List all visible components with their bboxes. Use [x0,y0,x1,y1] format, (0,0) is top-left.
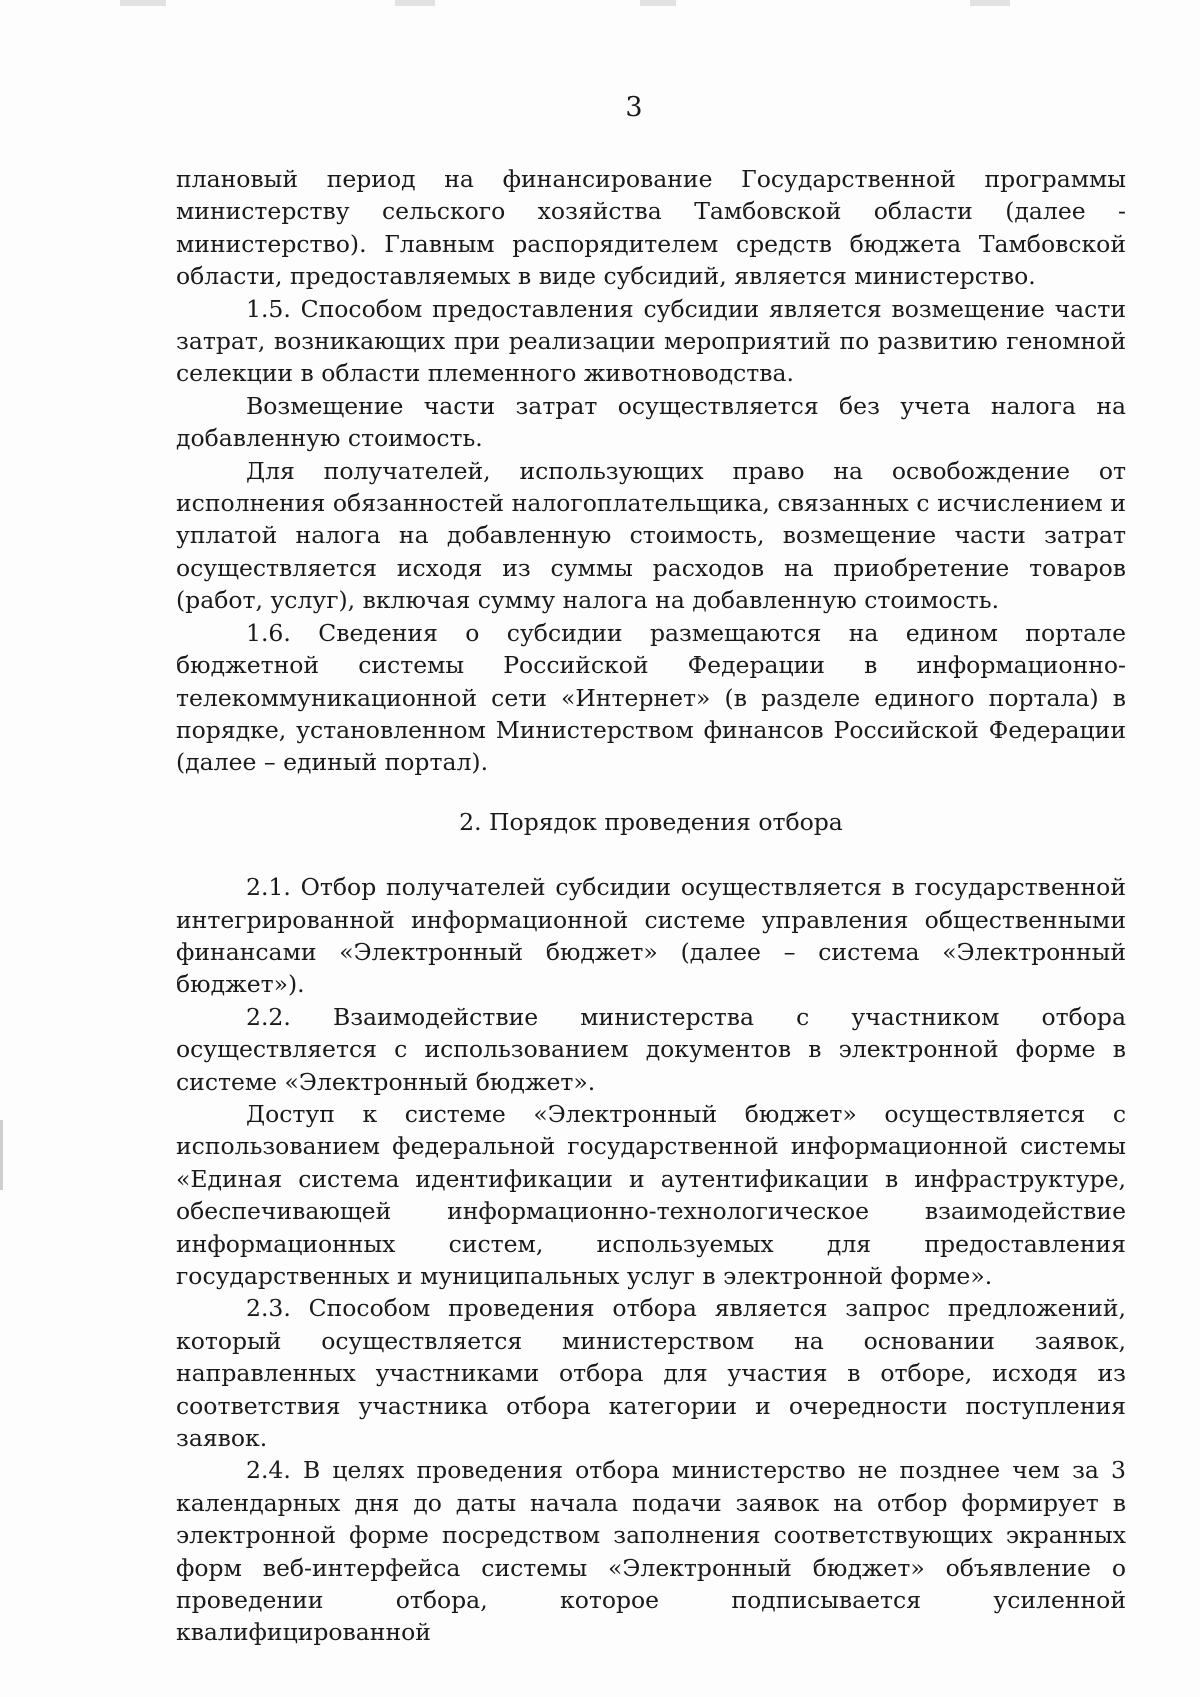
paragraph-continuation: плановый период на финансирование Государственной программы министерству сельского хозяйства Тамбовской области (далее - министерство). Главным распорядителем средств бюджета Тамбовской области, предоставляемых в виде субсидий, является министерство. [176,165,1126,291]
section-heading: 2. Порядок проведения отбора [459,807,843,836]
paragraph-system-access: Доступ к системе «Электронный бюджет» осуществляется с использованием федеральной государственной информационной системы «Единая система идентификации и аутентификации в инфраструктуре, обеспечивающей информационно-технологическое взаимодействие информационных систем, используемых для предоставления государственных и муниципальных услуг в электронной форме». [176,1099,1126,1290]
paragraph-2-4: 2.4. В целях проведения отбора министерство не позднее чем за 3 календарных дня до даты начала подачи заявок на отбор формирует в электронной форме посредством заполнения соответствующих экранных форм веб-интерфейса системы «Электронный бюджет» объявление о проведении отбора, которое подписывается усиленной квалифицированной [176,1456,1126,1647]
paragraph-2-1: 2.1. Отбор получателей субсидии осуществляется в государственной интегрированной информационной системе управления общественными финансами «Электронный бюджет» (далее – система «Электронный бюджет»). [176,873,1126,999]
paragraph-1-6: 1.6. Сведения о субсидии размещаются на едином портале бюджетной системы Российской Федерации в информационно-телекоммуникационной сети «Интернет» (в разделе единого портала) в порядке, установленном Министерством финансов Российской Федерации (далее – единый портал). [176,618,1126,777]
scan-top-mark [395,0,435,6]
paragraph-2-2: 2.2. Взаимодействие министерства с участником отбора осуществляется с использованием документов в электронной форме в системе «Электронный бюджет». [176,1002,1126,1096]
scan-top-mark [640,0,676,6]
document-body [176,163,1126,1649]
paragraph-vat-exemption: Для получателей, использующих право на освобождение от исполнения обязанностей налогоплательщика, связанных с исчислением и уплатой налога на добавленную стоимость, возмещение части затрат осуществляется исходя из суммы расходов на приобретение товаров (работ, услуг), включая сумму налога на добавленную стоимость. [176,456,1126,615]
scan-edge-mark [0,1120,3,1190]
paragraph-2-3: 2.3. Способом проведения отбора является запрос предложений, который осуществляется министерством на основании заявок, направленных участниками отбора для участия в отборе, исходя из соответствия участника отбора категории и очередности поступления заявок. [176,1294,1126,1453]
page-number: 3 [625,92,643,123]
paragraph-vat-exclusion: Возмещение части затрат осуществляется без учета налога на добавленную стоимость. [176,391,1126,453]
paragraph-1-5: 1.5. Способом предоставления субсидии является возмещение части затрат, возникающих при реализации мероприятий по развитию геномной селекции в области племенного животноводства. [176,294,1126,388]
scan-top-mark [120,0,166,6]
scan-top-mark [970,0,1010,6]
